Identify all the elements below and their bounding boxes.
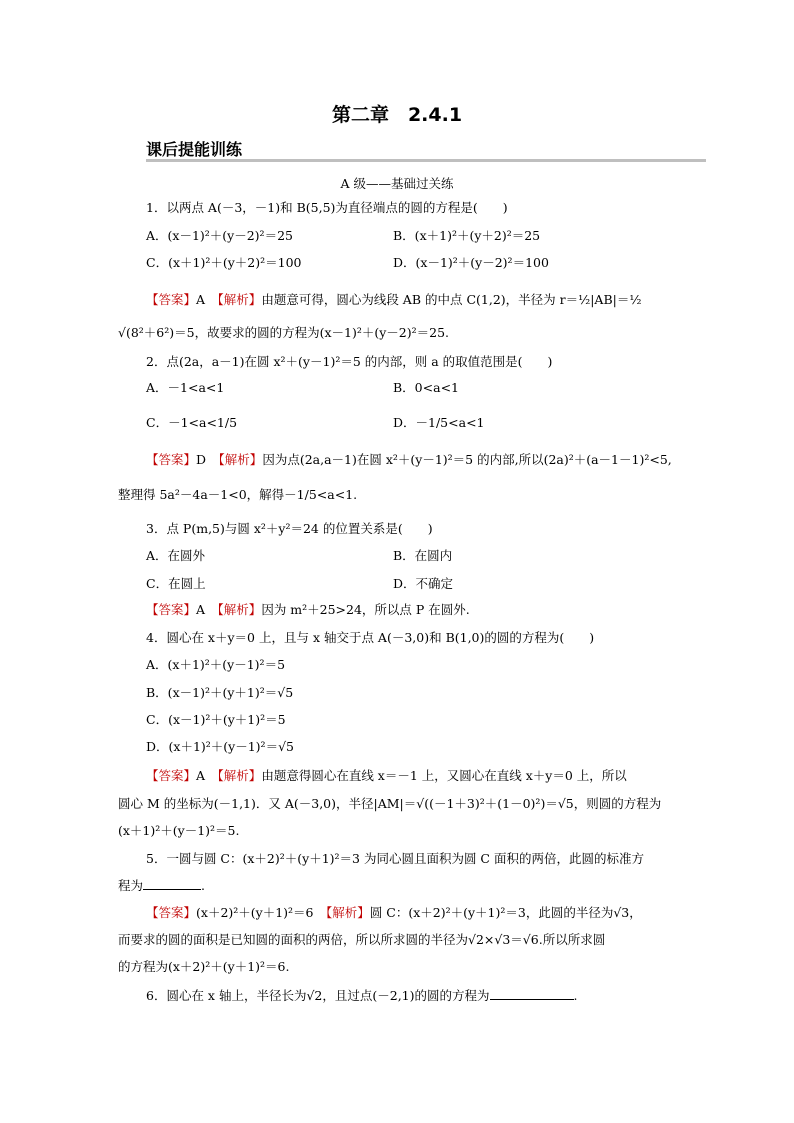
q5-prompt-text: 程为: [118, 878, 144, 893]
q1-option-d: D．(x－1)²＋(y－2)²＝100: [393, 255, 549, 270]
q4-option-b: B．(x－1)²＋(y＋1)²＝√5: [146, 685, 294, 700]
answer-tag: 【解析】: [217, 768, 262, 783]
answer-text: 由题意可得，圆心为线段 AB 的中点 C(1,2)，半径为 r＝½|AB|＝½: [261, 292, 642, 307]
q4-option-a: A．(x＋1)²＋(y－1)²＝5: [146, 657, 286, 672]
answer-text: 因为 m²＋25>24，所以点 P 在圆外.: [261, 602, 470, 617]
q1-option-a: A．(x－1)²＋(y－2)²＝25: [146, 228, 293, 243]
answer-text: 由题意得圆心在直线 x＝－1 上，又圆心在直线 x＋y＝0 上，所以: [261, 768, 627, 783]
answer-text: A: [196, 768, 218, 783]
answer-text: (x＋2)²＋(y＋1)²＝6: [196, 905, 327, 920]
question-5-line-2: [118, 877, 205, 894]
answer-tag: 【解析】: [217, 602, 262, 617]
q4-option-c: C．(x－1)²＋(y＋1)²＝5: [146, 712, 286, 727]
q4-answer-line-3: (x＋1)²＋(y－1)²＝5.: [118, 823, 240, 838]
q2-answer-line-1: [146, 452, 672, 468]
q1-answer-line-1: [146, 292, 641, 308]
q3-option-c: C．在圆上: [146, 576, 206, 591]
q1-option-b: B．(x＋1)²＋(y＋2)²＝25: [393, 228, 541, 243]
q5-answer-line-3: 的方程为(x＋2)²＋(y＋1)²＝6.: [118, 959, 290, 974]
answer-tag: 【答案】: [146, 452, 197, 467]
question-6: [146, 987, 578, 1004]
answer-tag: 【答案】: [146, 292, 197, 307]
q5-period: .: [201, 878, 205, 893]
question-2: 2．点(2a，a－1)在圆 x²＋(y－1)²＝5 的内部，则 a 的取值范围是( ): [146, 354, 553, 369]
q2-option-a: A．－1<a<1: [146, 380, 225, 395]
q4-option-d: D．(x＋1)²＋(y－1)²＝√5: [146, 739, 294, 754]
answer-text: D: [196, 452, 219, 467]
answer-tag: 【答案】: [146, 768, 197, 783]
answer-tag: 【答案】: [146, 602, 197, 617]
q6-period: .: [573, 988, 578, 1003]
answer-tag: 【解析】: [218, 452, 263, 467]
q1-option-c: C．(x＋1)²＋(y＋2)²＝100: [146, 255, 302, 270]
question-4: 4．圆心在 x＋y＝0 上，且与 x 轴交于点 A(－3,0)和 B(1,0)的圆的方程为( ): [146, 630, 595, 645]
q5-answer-line-2: 而要求的圆的面积是已知圆的面积的两倍，所以所求圆的半径为√2×√3＝√6.所以所求圆: [118, 932, 606, 947]
q4-answer-line-2: 圆心 M 的坐标为(－1,1)．又 A(－3,0)，半径|AM|＝√((－1＋3)²＋(1－0)²)＝√5，则圆的方程为: [118, 796, 662, 811]
answer-tag: 【解析】: [217, 292, 262, 307]
q4-answer-line-1: [146, 768, 627, 784]
q6-answer-blank: [490, 987, 574, 1000]
question-1: 1．以两点 A(－3，－1)和 B(5,5)为直径端点的圆的方程是( ): [146, 200, 508, 215]
q5-answer-blank: [143, 877, 201, 890]
q3-answer: [146, 602, 470, 618]
section-subtitle: 课后提能训练: [146, 140, 243, 159]
q3-option-d: D．不确定: [393, 576, 454, 591]
level-heading: A 级——基础过关练: [340, 176, 454, 191]
title-divider: [146, 159, 706, 162]
q6-prompt-text: 6．圆心在 x 轴上，半径长为√2，且过点(－2,1)的圆的方程为: [146, 988, 490, 1003]
answer-tag: 【答案】: [146, 905, 197, 920]
q3-option-a: A．在圆外: [146, 548, 206, 563]
q2-option-b: B．0<a<1: [393, 380, 459, 395]
q5-answer-line-1: [146, 905, 642, 921]
q1-answer-line-2: √(8²＋6²)＝5，故要求的圆的方程为(x－1)²＋(y－2)²＝25.: [118, 325, 450, 340]
q2-option-d: D．－1/5<a<1: [393, 415, 485, 430]
q3-option-b: B．在圆内: [393, 548, 453, 563]
answer-tag: 【解析】: [326, 905, 370, 920]
answer-text: 圆 C：(x＋2)²＋(y＋1)²＝3，此圆的半径为√3，: [369, 905, 642, 920]
q2-answer-line-2: 整理得 5a²－4a－1<0，解得－1/5<a<1.: [118, 487, 358, 502]
chapter-title: 第二章 2.4.1: [331, 104, 463, 126]
question-5-line-1: 5．一圆与圆 C：(x＋2)²＋(y＋1)²＝3 为同心圆且面积为圆 C 面积的两倍，此圆的标准方: [146, 851, 644, 866]
answer-text: 因为点(2a,a－1)在圆 x²＋(y－1)²＝5 的内部,所以(2a)²＋(a－1－1)²<5,: [262, 452, 672, 467]
answer-text: A: [196, 292, 218, 307]
answer-text: A: [196, 602, 218, 617]
question-3: 3．点 P(m,5)与圆 x²＋y²＝24 的位置关系是( ): [146, 521, 433, 536]
q2-option-c: C．－1<a<1/5: [146, 415, 238, 430]
